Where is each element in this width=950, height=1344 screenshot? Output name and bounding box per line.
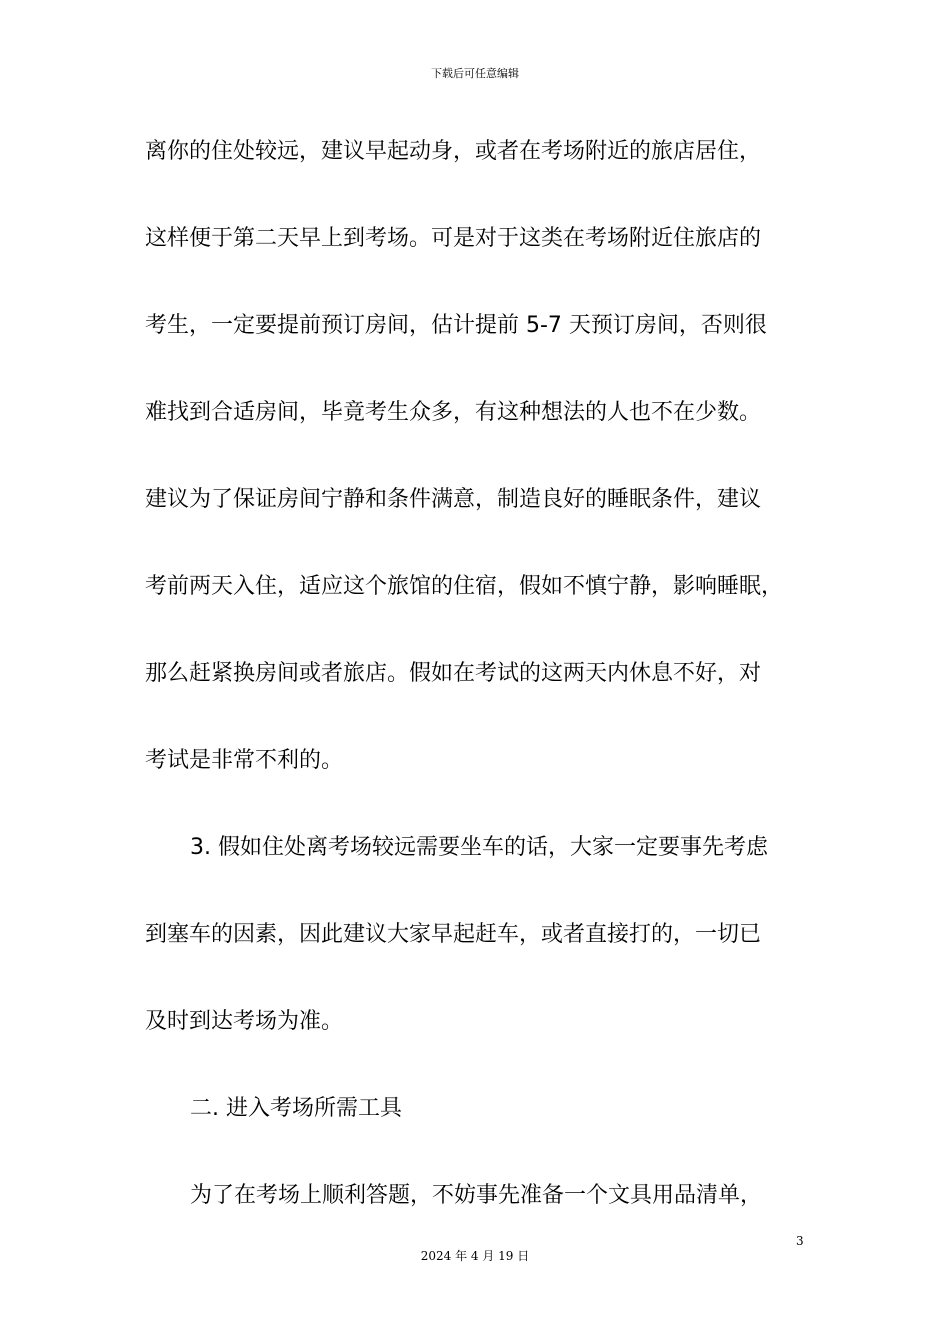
page-header: 下载后可任意编辑 bbox=[431, 67, 519, 80]
text-line-7: 那么赶紧换房间或者旅店。假如在考试的这两天内休息不好，对 bbox=[145, 661, 762, 686]
section-heading: 二. 进入考场所需工具 bbox=[190, 1096, 402, 1121]
text-line-6: 考前两天入住，适应这个旅馆的住宿，假如不慎宁静，影响睡眠， bbox=[145, 574, 784, 599]
page-number: 3 bbox=[796, 1234, 804, 1248]
document-body bbox=[145, 130, 825, 1261]
text-line-4: 难找到合适房间，毕竟考生众多，有这种想法的人也不在少数。 bbox=[145, 400, 762, 425]
text-line-8: 考试是非常不利的。 bbox=[145, 748, 344, 773]
text-line-13: 为了在考场上顺利答题，不妨事先准备一个文具用品清单， bbox=[190, 1183, 763, 1208]
text-line-9: 3. 假如住处离考场较远需要坐车的话，大家一定要事先考虑 bbox=[190, 835, 768, 860]
footer-date: 2024 年 4 月 19 日 bbox=[420, 1249, 530, 1263]
text-line-1: 离你的住处较远，建议早起动身，或者在考场附近的旅店居住， bbox=[145, 139, 762, 164]
text-line-5: 建议为了保证房间宁静和条件满意，制造良好的睡眠条件，建议 bbox=[145, 487, 762, 512]
text-line-2: 这样便于第二天早上到考场。可是对于这类在考场附近住旅店的 bbox=[145, 226, 762, 251]
text-line-10: 到塞车的因素，因此建议大家早起赶车，或者直接打的，一切已 bbox=[145, 922, 762, 947]
text-line-11: 及时到达考场为准。 bbox=[145, 1009, 344, 1034]
text-line-3: 考生，一定要提前预订房间，估计提前 5-7 天预订房间，否则很 bbox=[145, 313, 767, 338]
